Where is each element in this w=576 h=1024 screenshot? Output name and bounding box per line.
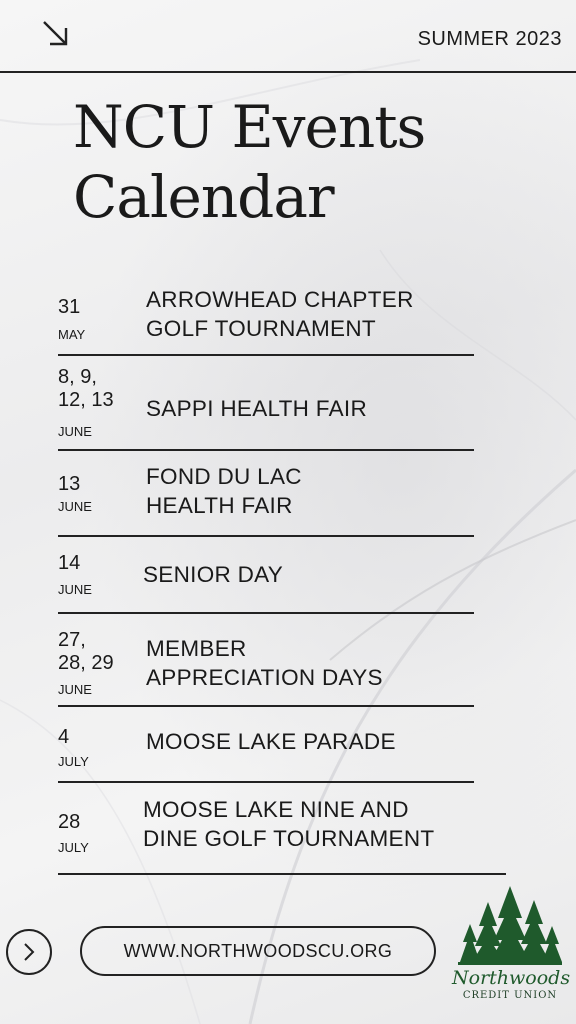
event-name-line: APPRECIATION DAYS bbox=[146, 665, 383, 690]
arrow-down-right-icon bbox=[40, 18, 72, 50]
chevron-right-icon bbox=[21, 942, 37, 962]
event-name-line: ARROWHEAD CHAPTER bbox=[146, 287, 414, 312]
event-row bbox=[58, 354, 474, 451]
event-name-line: DINE GOLF TOURNAMENT bbox=[143, 826, 435, 851]
event-month: JUNE bbox=[58, 682, 92, 697]
event-date: 4 bbox=[58, 726, 70, 748]
event-row bbox=[58, 535, 474, 614]
event-date: 13 bbox=[58, 473, 81, 495]
page-title-line-1: NCU Events bbox=[73, 93, 426, 161]
event-date: 31 bbox=[58, 296, 81, 318]
event-name-line: FOND DU LAC bbox=[146, 464, 302, 489]
logo-name: Northwoods bbox=[452, 967, 571, 989]
event-date-text: 8, 9, 12, 13 bbox=[58, 366, 114, 411]
website-link[interactable]: WWW.NORTHWOODSCU.ORG bbox=[80, 926, 436, 976]
event-name-line: HEALTH FAIR bbox=[146, 493, 293, 518]
event-date: 14 bbox=[58, 552, 81, 574]
page-title-line-2: Calendar bbox=[73, 163, 334, 231]
event-name bbox=[143, 795, 434, 853]
event-name-line: GOLF TOURNAMENT bbox=[146, 316, 376, 341]
event-row bbox=[58, 781, 506, 875]
event-name-line: SAPPI HEALTH FAIR bbox=[146, 396, 367, 421]
event-date bbox=[58, 629, 114, 675]
header-divider bbox=[0, 71, 576, 73]
event-month: MAY bbox=[58, 327, 86, 342]
event-month: JULY bbox=[58, 840, 89, 855]
event-month: JULY bbox=[58, 754, 89, 769]
logo-subtitle: CREDIT UNION bbox=[462, 990, 558, 1001]
northwoods-logo bbox=[452, 884, 571, 1014]
event-name-line: SENIOR DAY bbox=[143, 562, 284, 587]
event-month: JUNE bbox=[58, 424, 92, 439]
event-name bbox=[146, 727, 396, 756]
event-name bbox=[146, 285, 414, 343]
event-date: 28 bbox=[58, 811, 81, 833]
event-name bbox=[146, 462, 302, 520]
event-name-line: MEMBER bbox=[146, 636, 247, 661]
event-date-text: 27, 28, 29 bbox=[58, 629, 114, 674]
event-row bbox=[58, 612, 474, 707]
event-name bbox=[146, 394, 367, 423]
event-row bbox=[58, 284, 474, 356]
pine-trees-icon bbox=[458, 884, 562, 966]
event-name bbox=[146, 634, 383, 692]
event-date bbox=[58, 366, 114, 412]
event-month: JUNE bbox=[58, 499, 92, 514]
event-row bbox=[58, 705, 474, 783]
event-name bbox=[143, 560, 283, 589]
event-name-line: MOOSE LAKE NINE AND bbox=[143, 797, 409, 822]
event-name-line: MOOSE LAKE PARADE bbox=[146, 729, 396, 754]
event-month: JUNE bbox=[58, 582, 92, 597]
page-title bbox=[73, 92, 425, 232]
event-row bbox=[58, 449, 474, 537]
next-button[interactable] bbox=[6, 929, 52, 975]
season-label: SUMMER 2023 bbox=[417, 28, 562, 50]
